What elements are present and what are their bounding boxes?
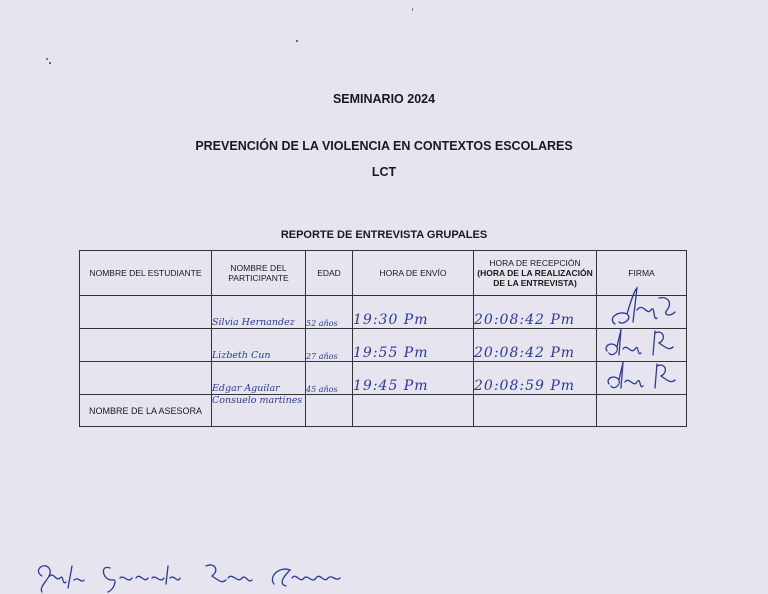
paper-speck	[49, 62, 51, 64]
program-title: LCT	[371, 165, 397, 179]
header-received-time	[474, 251, 597, 296]
footer-signature-icon	[28, 556, 368, 594]
cell-age: 45 años	[306, 362, 353, 395]
table-header-row	[80, 251, 687, 296]
advisor-name: Consuelo martines	[212, 395, 306, 427]
empty-cell	[306, 395, 353, 427]
advisor-label: NOMBRE DE LA ASESORA	[80, 395, 212, 427]
report-title: REPORTE DE ENTREVISTA GRUPALES	[280, 229, 488, 241]
topic-title: PREVENCIÓN DE LA VIOLENCIA EN CONTEXTOS ESCOLARES	[195, 139, 573, 153]
header-sent-time: HORA DE ENVÍO	[353, 251, 474, 296]
empty-cell	[597, 395, 687, 427]
paper-speck	[46, 58, 48, 60]
cell-sent-time: 19:45 Pm	[353, 362, 474, 395]
paper-speck	[412, 8, 413, 11]
interview-report-table	[79, 250, 687, 427]
cell-received-time: 20:08:42 Pm	[474, 329, 597, 362]
cell-received-time: 20:08:42 Pm	[474, 296, 597, 329]
cell-sent-time: 19:30 Pm	[353, 296, 474, 329]
cell-participant: Silvia Hernandez	[212, 296, 306, 329]
cell-signature	[597, 362, 687, 395]
header-received-sub: (HORA DE LA REALIZACIÓN DE LA ENTREVISTA)	[477, 268, 593, 288]
cell-sent-time: 19:55 Pm	[353, 329, 474, 362]
cell-student	[80, 362, 212, 395]
header-received-main: HORA DE RECEPCIÓN	[489, 258, 581, 268]
handwritten-signature-icon	[597, 354, 687, 394]
header-student: NOMBRE DEL ESTUDIANTE	[80, 251, 212, 296]
cell-participant: Edgar Aguilar	[212, 362, 306, 395]
cell-student	[80, 329, 212, 362]
table-row	[80, 296, 687, 329]
paper-speck	[296, 40, 298, 42]
empty-cell	[353, 395, 474, 427]
table-row	[80, 362, 687, 395]
cell-age: 52 años	[306, 296, 353, 329]
cell-received-time: 20:08:59 Pm	[474, 362, 597, 395]
seminar-title: SEMINARIO 2024	[332, 92, 436, 106]
header-participant: NOMBRE DEL PARTICIPANTE	[212, 251, 306, 296]
cell-participant: Lizbeth Cun	[212, 329, 306, 362]
advisor-row	[80, 395, 687, 427]
table-row	[80, 329, 687, 362]
header-age: EDAD	[306, 251, 353, 296]
header-signature: FIRMA	[597, 251, 687, 296]
cell-age: 27 años	[306, 329, 353, 362]
empty-cell	[474, 395, 597, 427]
cell-student	[80, 296, 212, 329]
